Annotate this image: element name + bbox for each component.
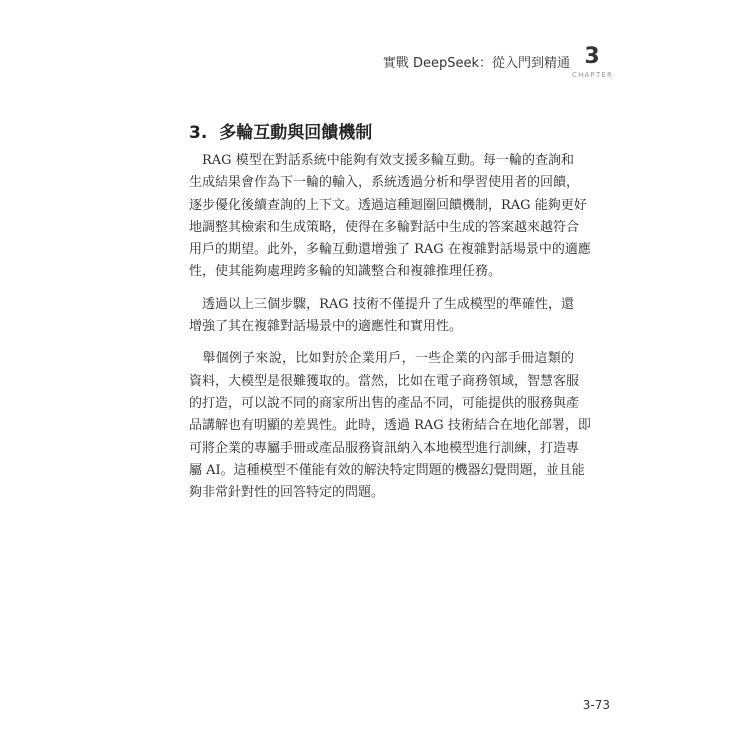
section-heading: [189, 118, 589, 143]
text-line: 資料，大模型是很難獲取的。當然，比如在電子商務領域，智慧客服: [189, 373, 580, 389]
text-line: 屬 AI。這種模型不僅能有效的解決特定問題的機器幻覺問題，並且能: [189, 462, 585, 478]
paragraph: [189, 348, 591, 504]
text-line: 地調整其檢索和生成策略，使得在多輪對話中生成的答案越來越符合: [189, 219, 580, 235]
text-line: 性，使其能夠處理跨多輪的知識整合和複雜推理任務。: [189, 264, 502, 280]
text-line: 品講解也有明顯的差異性。此時，透過 RAG 技術結合在地化部署，即: [189, 418, 591, 434]
body-text: [189, 150, 591, 514]
text-line: 增強了其在複雜對話場景中的適應性和實用性。: [189, 319, 463, 335]
chapter-marker: [572, 44, 612, 80]
section-number: 3.: [189, 123, 208, 143]
paragraph: [189, 294, 574, 339]
text-line: 舉個例子來說，比如對於企業用戶，一些企業的內部手冊這類的: [189, 351, 574, 367]
chapter-label: CHAPTER: [572, 71, 614, 79]
text-line: RAG 模型在對話系統中能夠有效支援多輪互動。每一輪的查詢和: [189, 153, 574, 168]
text-line: 夠非常針對性的回答特定的問題。: [189, 485, 385, 501]
page-number: 3-73: [582, 698, 610, 712]
text-line: 的打造，可以說不同的商家所出售的產品不同，可能提供的服務與產: [189, 395, 580, 411]
text-line: 生成結果會作為下一輪的輸入，系統透過分析和學習使用者的回饋，: [189, 175, 580, 191]
text-line: 透過以上三個步驟，RAG 技術不僅提升了生成模型的準確性，還: [189, 296, 574, 312]
chapter-number: 3: [584, 44, 600, 69]
text-line: 用戶的期望。此外，多輪互動還增強了 RAG 在複雜對話場景中的適應: [189, 242, 591, 258]
paragraph: [189, 150, 591, 284]
text-line: 逐步優化後續查詢的上下文。透過這種迴圈回饋機制，RAG 能夠更好: [189, 197, 587, 213]
text-line: 可將企業的專屬手冊或產品服務資訊納入本地模型進行訓練，打造專: [189, 440, 580, 456]
running-header-title: 實戰 DeepSeek：從入門到精通: [382, 56, 570, 71]
section-title: 多輪互動與回饋機制: [219, 123, 373, 143]
